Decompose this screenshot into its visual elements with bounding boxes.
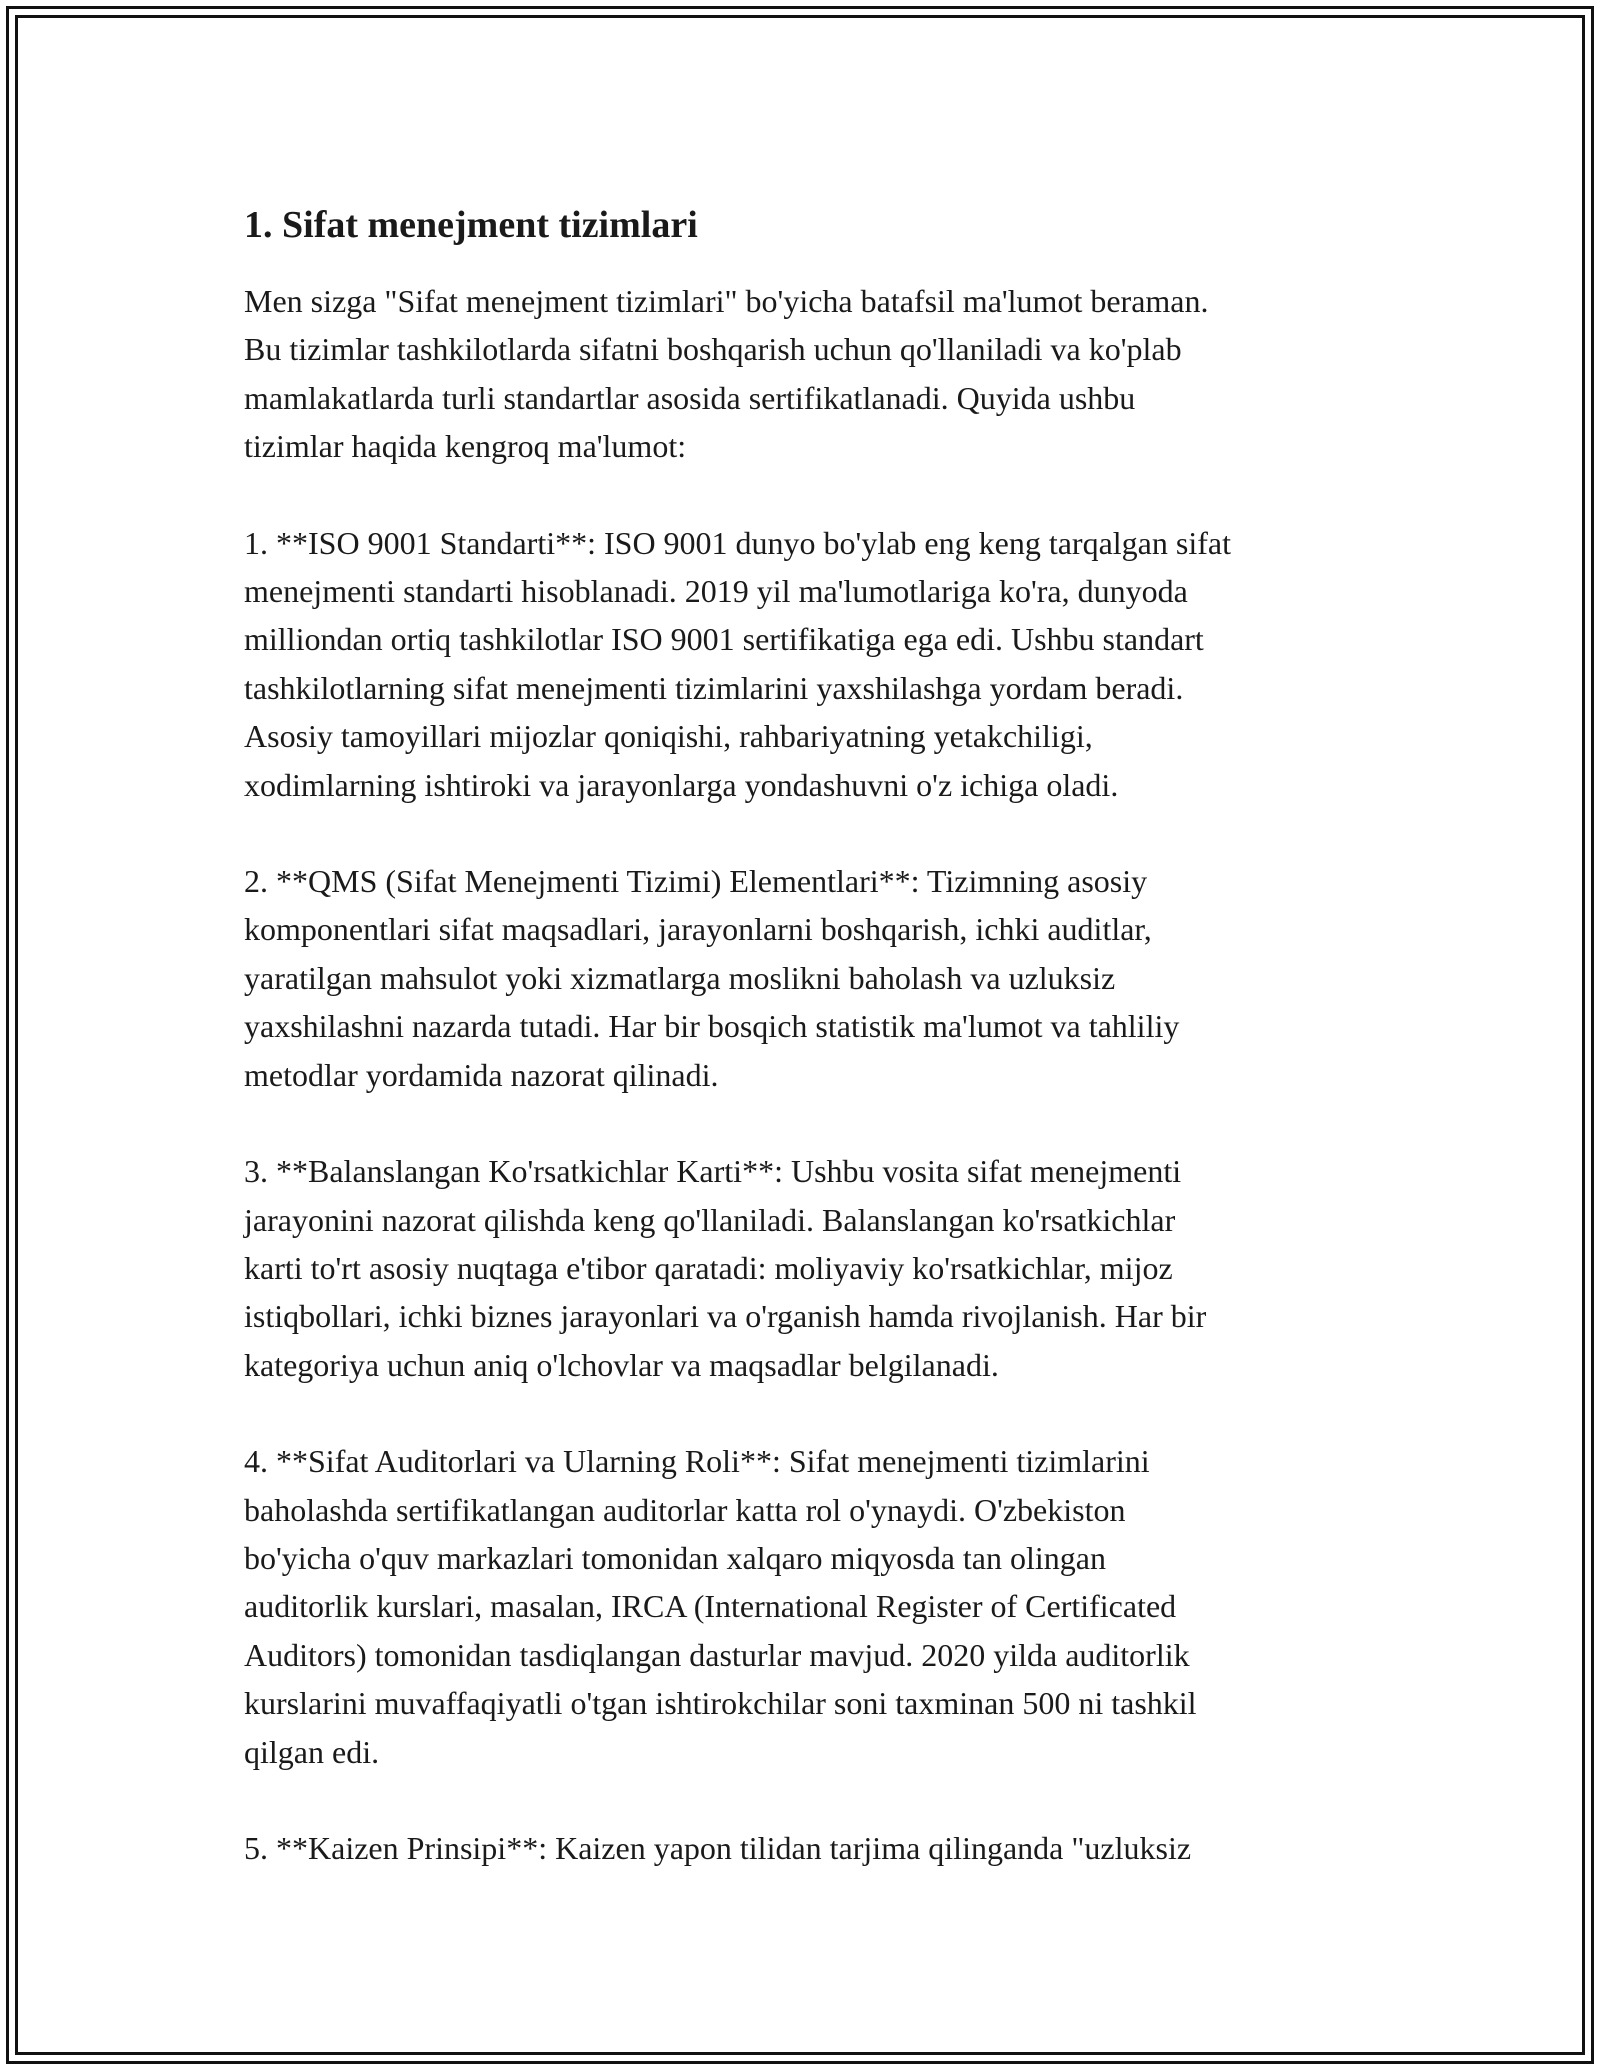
text-line: 2. **QMS (Sifat Menejmenti Tizimi) Elementlari**: Tizimning asosiy [244,863,1148,900]
text-line: tizimlar haqida kengroq ma'lumot: [244,428,687,465]
text-line: metodlar yordamida nazorat qilinadi. [244,1056,719,1093]
text-line: milliondan ortiq tashkilotlar ISO 9001 sertifikatiga ega edi. Ushbu standart [244,621,1204,658]
text-line: menejmenti standarti hisoblanadi. 2019 yil ma'lumotlariga ko'ra, dunyoda [244,573,1188,610]
text-line: auditorlik kurslari, masalan, IRCA (International Register of Certificated [244,1588,1177,1625]
text-line: Auditors) tomonidan tasdiqlangan dasturlar mavjud. 2020 yilda auditorlik [244,1636,1190,1673]
text-line: jarayonini nazorat qilishda keng qo'llaniladi. Balanslangan ko'rsatkichlar [244,1201,1176,1238]
text-line: karti to'rt asosiy nuqtaga e'tibor qaratadi: moliyaviy ko'rsatkichlar, mijoz [244,1249,1173,1286]
text-line: baholashda sertifikatlangan auditorlar katta rol o'ynaydi. O'zbekiston [244,1491,1126,1528]
text-line: istiqbollari, ichki biznes jarayonlari va o'rganish hamda rivojlanish. Har bir [244,1298,1207,1335]
section-title: 1. Sifat menejment tizimlari [244,204,698,246]
text-line: yaxshilashni nazarda tutadi. Har bir bosqich statistik ma'lumot va tahliliy [244,1008,1180,1045]
paragraph-iso-9001 [244,519,1404,809]
text-line: 5. **Kaizen Prinsipi**: Kaizen yapon tilidan tarjima qilinganda "uzluksiz [244,1829,1192,1866]
document-body [244,197,1404,1872]
text-line: kurslarini muvaffaqiyatli o'tgan ishtirokchilar soni taxminan 500 ni tashkil [244,1685,1197,1722]
paragraph-qms-elements [244,857,1404,1099]
text-line: 3. **Balanslangan Ko'rsatkichlar Karti**: Ushbu vosita sifat menejmenti [244,1153,1182,1190]
text-line: qilgan edi. [244,1733,380,1770]
text-line: Bu tizimlar tashkilotlarda sifatni boshqarish uchun qo'llaniladi va ko'plab [244,331,1182,368]
text-line: kategoriya uchun aniq o'lchovlar va maqsadlar belgilanadi. [244,1346,999,1383]
text-line: bo'yicha o'quv markazlari tomonidan xalqaro miqyosda tan olingan [244,1539,1106,1576]
text-line: komponentlari sifat maqsadlari, jarayonlarni boshqarish, ichki auditlar, [244,911,1152,948]
text-line: 4. **Sifat Auditorlari va Ularning Roli**: Sifat menejmenti tizimlarini [244,1443,1150,1480]
text-line: mamlakatlarda turli standartlar asosida sertifikatlanadi. Quyida ushbu [244,379,1136,416]
text-line: Asosiy tamoyillari mijozlar qoniqishi, rahbariyatning yetakchiligi, [244,718,1093,755]
text-line: yaratilgan mahsulot yoki xizmatlarga moslikni baholash va uzluksiz [244,959,1116,996]
text-line: 1. **ISO 9001 Standarti**: ISO 9001 dunyo bo'ylab eng keng tarqalgan sifat [244,524,1231,561]
text-line: xodimlarning ishtiroki va jarayonlarga yondashuvni o'z ichiga oladi. [244,766,1119,803]
paragraph-kaizen [244,1824,1404,1872]
text-line: Men sizga "Sifat menejment tizimlari" bo'yicha batafsil ma'lumot beraman. [244,283,1209,319]
paragraph-quality-auditors [244,1437,1404,1776]
paragraph-balanced-scorecard [244,1147,1404,1389]
text-line: tashkilotlarning sifat menejmenti tizimlarini yaxshilashga yordam beradi. [244,669,1184,706]
page-frame [6,6,1594,2064]
paragraph-intro [244,277,1404,471]
